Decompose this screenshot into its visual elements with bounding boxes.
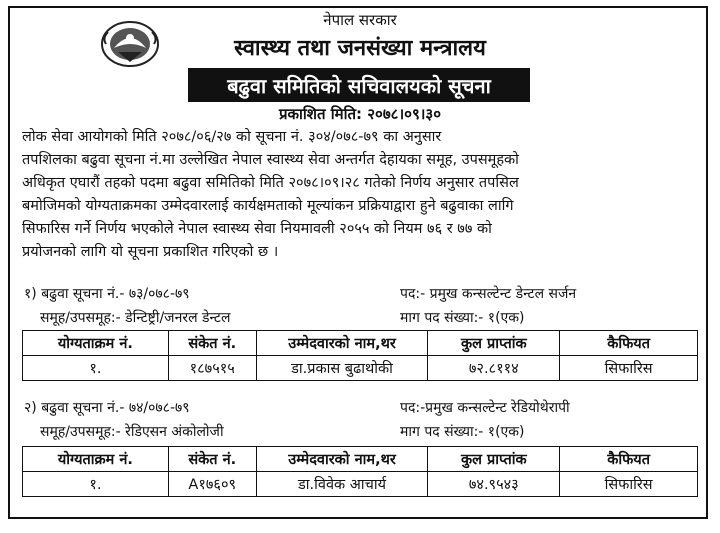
column-header: कुल प्राप्तांक bbox=[428, 331, 560, 356]
symbol-cell: १८७५१५ bbox=[168, 356, 256, 381]
government-name: नेपाल सरकार bbox=[323, 11, 397, 29]
intro-line: तपशिलका बढुवा सूचना नं.मा उल्लेखित नेपाल स्वास्थ्य सेवा अन्तर्गत देहायका समूह, उपसमूहको bbox=[22, 152, 519, 168]
notice-2-post: पद:-प्रमुख कन्सल्टेन्ट रेडियोथेरापी bbox=[400, 400, 570, 416]
notice-1-post: पद:- प्रमुख कन्सल्टेन्ट डेन्टल सर्जन bbox=[400, 286, 577, 302]
rank-cell: १. bbox=[23, 472, 169, 497]
table-row bbox=[23, 472, 698, 497]
table-row bbox=[23, 356, 698, 381]
remarks-cell: सिफारिस bbox=[560, 472, 698, 497]
notice-2-group: समूह/उपसमूह:- रेडिएसन अंकोलोजी bbox=[40, 424, 224, 440]
column-header: संकेत नं. bbox=[168, 447, 256, 472]
name-cell: डा.विवेक आचार्य bbox=[256, 472, 428, 497]
intro-line: बमोजिमको योग्यताक्रमका उम्मेदवारलाई कार्यक्षमताको मूल्यांकन प्रक्रियाद्वारा हुने बढुवाका लागि bbox=[22, 198, 514, 214]
name-cell: डा.प्रकास बुढाथोकी bbox=[256, 356, 428, 381]
table-header-row bbox=[23, 447, 698, 472]
column-header: कैफियत bbox=[560, 331, 698, 356]
intro-line: अधिकृत एघारौं तहको पदमा बढुवा समितिको मिति २०७८।०९।२८ गतेको निर्णय अनुसार तपसिल bbox=[22, 175, 519, 191]
remarks-cell: सिफारिस bbox=[560, 356, 698, 381]
notice-2-number: २) बढुवा सूचना नं.- ७४/०७८-७९ bbox=[24, 400, 190, 416]
notice-2-table bbox=[22, 446, 698, 497]
intro-line: प्रयोजनको लागि यो सूचना प्रकाशित गरिएको छ । bbox=[22, 244, 279, 260]
notice-1-demand: माग पद संख्या:- १(एक) bbox=[400, 310, 525, 326]
column-header: उम्मेदवारको नाम,थर bbox=[256, 331, 428, 356]
column-header: योग्यताक्रम नं. bbox=[23, 331, 169, 356]
intro-paragraph bbox=[22, 126, 698, 264]
table-header-row bbox=[23, 331, 698, 356]
symbol-cell: A१७६०९ bbox=[168, 472, 256, 497]
intro-line: सिफारिस गर्ने निर्णय भएकोले नेपाल स्वास्थ्य सेवा नियमावली २०५५ को नियम ७६ र ७७ को bbox=[22, 221, 492, 237]
column-header: कैफियत bbox=[560, 447, 698, 472]
intro-line: लोक सेवा आयोगको मिति २०७८/०६/२७ को सूचना नं. ३०४/०७८-७९ का अनुसार bbox=[22, 129, 442, 145]
rank-cell: १. bbox=[23, 356, 169, 381]
notice-2-demand: माग पद संख्या:- १(एक) bbox=[400, 424, 525, 440]
column-header: उम्मेदवारको नाम,थर bbox=[256, 447, 428, 472]
notice-title-banner: बढुवा समितिको सचिवालयको सूचना bbox=[188, 68, 530, 102]
column-header: कुल प्राप्तांक bbox=[428, 447, 560, 472]
notice-1-number: १) बढुवा सूचना नं.- ७३/०७८-७९ bbox=[24, 286, 190, 302]
notice-1-group: समूह/उपसमूह:- डेन्टिष्ट्री/जनरल डेन्टल bbox=[40, 310, 231, 326]
column-header: संकेत नं. bbox=[168, 331, 256, 356]
column-header: योग्यताक्रम नं. bbox=[23, 447, 169, 472]
notice-1-table bbox=[22, 330, 698, 381]
published-date: प्रकाशित मिति: २०७८।०९।३० bbox=[278, 105, 442, 123]
score-cell: ७४.९५४३ bbox=[428, 472, 560, 497]
ministry-name: स्वास्थ्य तथा जनसंख्या मन्त्रालय bbox=[234, 36, 486, 61]
score-cell: ७२.८११४ bbox=[428, 356, 560, 381]
